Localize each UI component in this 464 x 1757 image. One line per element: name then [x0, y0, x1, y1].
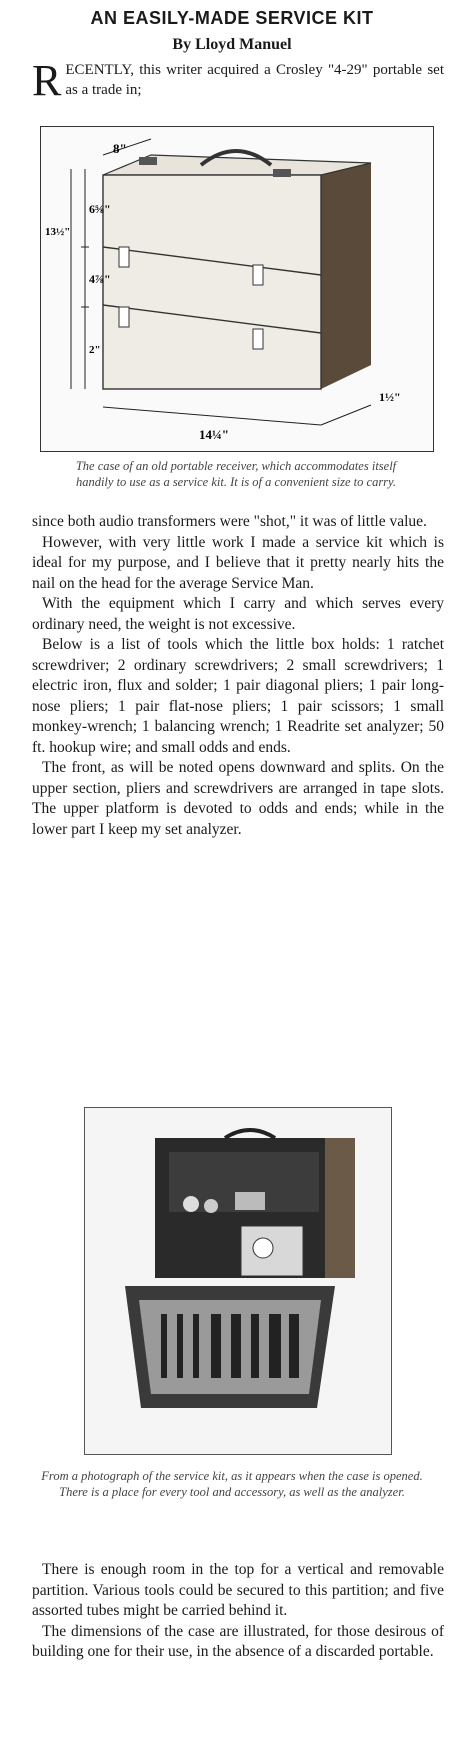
paragraph: since both audio transformers were "shot," it was of little value.: [32, 513, 427, 530]
label-bottom-section: 2": [89, 344, 101, 356]
lead-paragraph: [32, 56, 444, 105]
case-side: [325, 1138, 355, 1278]
dimension-line-length: [103, 407, 321, 425]
tool-item: [183, 1196, 199, 1212]
lead-text: ECENTLY, this writer acquired a Crosley "4-29" portable set as a trade in;: [65, 62, 444, 98]
figure1-caption: The case of an old portable receiver, which accommodates itself handily to use as a service kit. It is of a convenient size to carry.: [75, 459, 397, 489]
dimension-line-depth: [321, 405, 371, 425]
kit-photo-illustration: [85, 1108, 391, 1454]
label-depth: 1½": [379, 390, 401, 404]
tool-item: [204, 1199, 218, 1213]
drop-cap: R: [32, 56, 62, 105]
paragraph: There is enough room in the top for a vertical and removable partition. Various tools could be secured to this partition; and five assorted tubes might be carried behind it.: [32, 1561, 444, 1619]
hinge: [119, 307, 129, 327]
article-title: AN EASILY-MADE SERVICE KIT: [90, 8, 374, 28]
case-side-panel: [321, 163, 371, 389]
closing-text: [32, 1560, 444, 1663]
tool-item: [235, 1192, 265, 1210]
figure-kit-photo: [84, 1107, 392, 1455]
label-top-section: 6⅝": [89, 202, 111, 216]
paragraph: The front, as will be noted opens downward and splits. On the upper section, pliers and screwdrivers are arranged in tape slots. The upper platform is devoted to odds and ends; while in the lower part I keep my set analyzer.: [32, 759, 444, 838]
hinge: [119, 247, 129, 267]
paragraph: However, with very little work I made a service kit which is ideal for my purpose, and I believe that it pretty nearly hits the nail on the head for the average Service Man.: [32, 533, 444, 592]
label-width: 8": [113, 141, 127, 156]
article-byline: By Lloyd Manuel: [172, 36, 292, 53]
label-middle-section: 4⅞": [89, 272, 111, 286]
figure-case-drawing: [40, 126, 434, 452]
case-drawing-illustration: [41, 127, 433, 451]
case-front: [103, 175, 321, 389]
latch-left: [139, 157, 157, 165]
label-total-height: 13½": [45, 226, 71, 238]
analyzer-meter: [253, 1238, 273, 1258]
hinge: [253, 329, 263, 349]
label-length: 14¼": [199, 427, 229, 442]
body-text: [32, 512, 444, 840]
hinge: [253, 265, 263, 285]
paragraph: Below is a list of tools which the little box holds: 1 ratchet screwdriver; 2 ordinary screwdrivers; 2 small screwdrivers; 1 electric iron, flux and solder; 1 pair diagonal pliers; 1 pair long-nose pliers; 1 pair flat-nose pliers; 1 pair scissors; 1 small monkey-wrench; 1 balancing wrench; 1 Readrite set analyzer; 50 ft. hookup wire; and small odds and ends.: [32, 636, 444, 756]
paragraph: With the equipment which I carry and which serves every ordinary need, the weight is not excessive.: [32, 595, 444, 633]
dimension-line-width: [103, 139, 151, 155]
paragraph: The dimensions of the case are illustrated, for those desirous of building one for their use, in the absence of a discarded portable.: [32, 1622, 444, 1660]
latch-right: [273, 169, 291, 177]
figure2-caption: From a photograph of the service kit, as it appears when the case is opened. There is a place for every tool and accessory, as well as the analyzer.: [41, 1469, 423, 1499]
